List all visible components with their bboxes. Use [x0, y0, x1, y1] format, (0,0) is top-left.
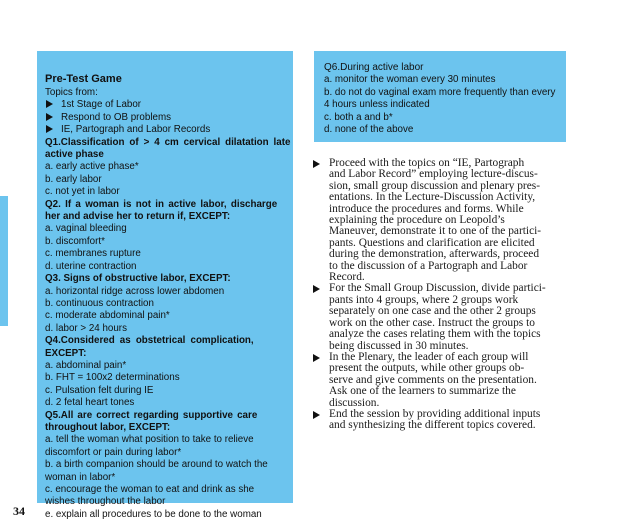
topic-item: Respond to OB problems [45, 112, 287, 124]
triangle-bullet-icon [313, 285, 320, 293]
option: c. moderate abdominal pain* [45, 310, 170, 322]
option: d. 2 fetal heart tones [45, 397, 135, 409]
option: c. both a and b* [324, 111, 393, 123]
option: a. vaginal bleeding [45, 223, 127, 235]
instruction-paragraph: For the Small Group Discussion, divide partici- pants into 4 groups, where 2 groups work separately on one case and the other 2 groups work on the other case. Instruct the groups to analyze the cases relating them with the topics being discussed in 30 minutes. [312, 283, 568, 351]
option: woman in labor* [45, 471, 116, 483]
triangle-bullet-icon [46, 100, 53, 108]
topic-item: 1st Stage of Labor [45, 99, 287, 111]
instruction-paragraph: End the session by providing additional inputs and synthesizing the different topics covered. [312, 409, 568, 432]
triangle-bullet-icon [313, 354, 320, 362]
question-q1: Q1.Classification of > 4 cm cervical dilatation late active phase [45, 136, 291, 161]
triangle-bullet-icon [313, 411, 320, 419]
option: d. none of the above [324, 124, 414, 136]
instruction-paragraph: In the Plenary, the leader of each group will present the outputs, while other groups ob- serve and give comments on the presentation. Ask one of the learners to summarize the discussion. [312, 352, 568, 409]
triangle-bullet-icon [46, 125, 53, 133]
question-q5: Q5.All are correct regarding supportive care throughout labor, EXCEPT: [45, 409, 258, 433]
q6-box [314, 51, 566, 142]
option: d. labor > 24 hours [45, 322, 127, 334]
option: c. encourage the woman to eat and drink as she [45, 484, 255, 495]
option: a. monitor the woman every 30 minutes [324, 74, 496, 86]
instruction-paragraph: Proceed with the topics on “IE, Partograph and Labor Record” employing lecture-discus- sion, small group discussion and plenary pres- entations. In the Lecture-Discussion Activity, introduce the procedures and forms. While explaining the procedure on Leopold’s Maneuver, demonstrate it to one of the partici- pants. Questions and clarification are elicited during the demonstration, afterwards, proceed to the discussion of a Partograph and Labor Record. [312, 158, 568, 283]
option: b. FHT = 100x2 determinations [45, 372, 180, 384]
option: discomfort or pain during labor* [45, 446, 182, 458]
option: c. not yet in labor [45, 186, 120, 198]
instructions-text [312, 158, 568, 432]
question-q3: Q3. Signs of obstructive labor, EXCEPT: [45, 273, 231, 285]
pretest-game-box [37, 51, 293, 520]
question-q4: Q4.Considered as obstetrical complication, EXCEPT: [45, 335, 254, 359]
option: a. horizontal ridge across lower abdomen [45, 285, 225, 297]
q6-title: Q6.During active labor [324, 62, 424, 73]
option: e. explain all procedures to be done to the woman [45, 508, 262, 520]
option: wishes throughout the labor [45, 496, 166, 508]
option: b. continuous contraction [45, 297, 154, 309]
option: b. early labor [45, 173, 102, 185]
option: 4 hours unless indicated [324, 99, 430, 111]
question-q2: Q2. If a woman is not in active labor, discharge her and advise her to return if, EXCEPT: [45, 198, 278, 223]
triangle-bullet-icon [313, 160, 320, 168]
topics-label: Topics from: [45, 87, 98, 98]
topic-item: IE, Partograph and Labor Records [45, 124, 287, 136]
option: a. tell the woman what position to take to relieve [45, 434, 254, 446]
option: b. do not do vaginal exam more frequently than every [324, 86, 556, 98]
option: a. abdominal pain* [45, 359, 127, 371]
side-tab-marker [0, 196, 8, 326]
option: d. uterine contraction [45, 260, 137, 272]
option: b. a birth companion should be around to watch the [45, 459, 268, 471]
option: c. Pulsation felt during IE [45, 384, 154, 396]
option: b. discomfort* [45, 235, 105, 247]
triangle-bullet-icon [46, 113, 53, 121]
option: a. early active phase* [45, 161, 139, 173]
page-number: 34 [13, 504, 25, 518]
pretest-title: Pre-Test Game [45, 73, 122, 85]
option: c. membranes rupture [45, 248, 141, 260]
